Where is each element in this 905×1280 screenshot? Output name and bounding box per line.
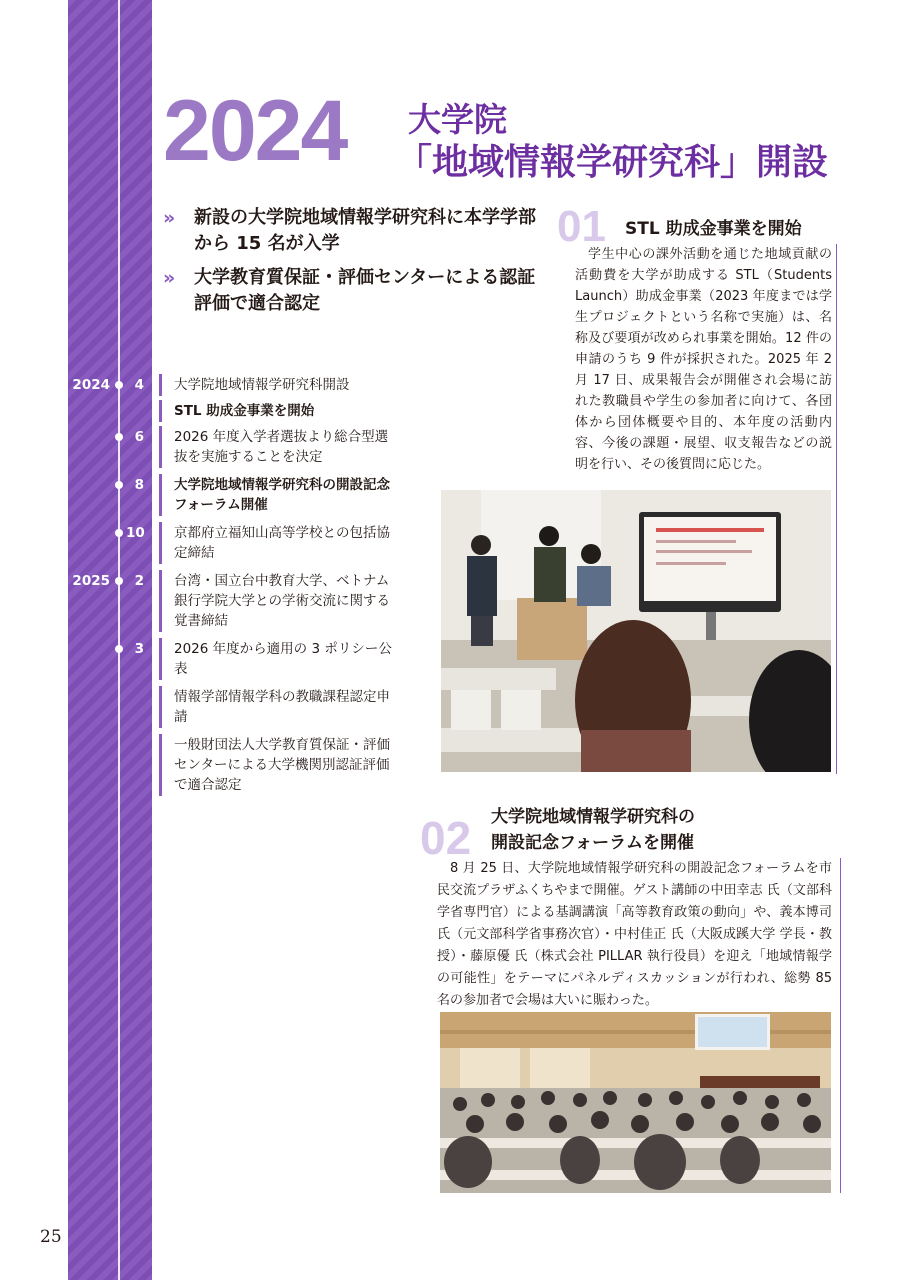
timeline-dot-icon (115, 577, 123, 585)
section1-number: 01 (557, 202, 606, 251)
timeline-month: 10 (126, 525, 145, 541)
timeline-text: 台湾・国立台中教育大学、ベトナム銀行学院大学との学術交流に関する覚書締結 (159, 570, 394, 632)
highlight-item (163, 205, 543, 257)
timeline-dot-icon (115, 481, 123, 489)
highlights-list (163, 205, 543, 325)
forum-photo (440, 1012, 831, 1193)
timeline-entry (60, 638, 400, 680)
timeline-text: 2026 年度から適用の 3 ポリシー公表 (159, 638, 394, 680)
timeline-dot-icon (115, 381, 123, 389)
timeline (60, 374, 400, 802)
timeline-month: 3 (134, 641, 144, 657)
heading-year: 2024 (163, 83, 347, 179)
timeline-text: STL 助成金事業を開始 (159, 400, 394, 422)
highlight-text: 新設の大学院地域情報学研究科に本学学部から 15 名が入学 (194, 207, 536, 254)
timeline-year: 2024 (72, 377, 110, 393)
timeline-entry (60, 400, 400, 426)
highlight-text: 大学教育質保証・評価センターによる認証評価で適合認定 (194, 267, 536, 314)
timeline-month: 4 (134, 377, 144, 393)
heading-title-line2: 「地域情報学研究科」開設 (396, 142, 829, 183)
timeline-dot-icon (115, 529, 123, 537)
timeline-entry (60, 474, 400, 516)
timeline-dot-icon (115, 645, 123, 653)
section1-title: STL 助成金事業を開始 (625, 219, 802, 239)
section2-body: 8 月 25 日、大学院地域情報学研究科の開設記念フォーラムを市民交流プラザふくちやまで開催。ゲスト講師の中田幸志 氏（文部科学省専門官）による基調講演「高等教育政策の動向」や、義本博司 氏（元文部科学省事務次官）・中村佳正 氏（大阪成蹊大学 学長・教授）・藤原優 氏（株式会社 PILLAR 執行役員）を迎え「地域情報学の可能性」をテーマにパネルディスカッションが行われ、総勢 85 名の参加者で会場は大いに賑わった。 (437, 858, 841, 1193)
timeline-text: 一般財団法人大学教育質保証・評価センターによる大学機関別認証評価で適合認定 (159, 734, 394, 796)
timeline-year: 2025 (72, 573, 110, 589)
heading-title-line1: 大学院 (408, 100, 507, 139)
timeline-dot-icon (115, 433, 123, 441)
page-number: 25 (40, 1227, 62, 1247)
timeline-month: 8 (134, 477, 144, 493)
section2-number: 02 (420, 812, 472, 864)
section1-body: 学生中心の課外活動を通じた地域貢献の活動費を大学が助成する STL（Students Launch）助成金事業（2023 年度までは学生プロジェクトという名称で実施）は、名称及び要項が改められ事業を開始。12 件の申請のうち 9 件が採択された。2025 年 2 月 17 日、成果報告会が開催され会場に訪れた教職員や学生の参加者に向けて、各団体から団体概要や目的、本年度の活動内容、今後の課題・展望、収支報告などの説明を行い、その後質問に応じた。 (575, 244, 837, 774)
timeline-month: 6 (134, 429, 144, 445)
section2-title-line1: 大学院地域情報学研究科の (491, 807, 695, 827)
timeline-entry (60, 522, 400, 564)
timeline-entry (60, 570, 400, 632)
timeline-entry (60, 374, 400, 400)
timeline-text: 大学院地域情報学研究科の開設記念フォーラム開催 (159, 474, 394, 516)
timeline-entry (60, 686, 400, 728)
timeline-text: 京都府立福知山高等学校との包括協定締結 (159, 522, 394, 564)
highlight-item (163, 265, 543, 317)
chevron-right-icon: » (163, 207, 176, 229)
section2-title-line2: 開設記念フォーラムを開催 (491, 833, 694, 853)
timeline-text: 2026 年度入学者選抜より総合型選抜を実施することを決定 (159, 426, 394, 468)
timeline-month: 2 (134, 573, 144, 589)
timeline-text: 情報学部情報学科の教職課程認定申請 (159, 686, 394, 728)
chevron-right-icon: » (163, 267, 176, 289)
timeline-entry (60, 734, 400, 796)
section2-title (491, 804, 695, 856)
timeline-text: 大学院地域情報学研究科開設 (159, 374, 394, 396)
timeline-entry (60, 426, 400, 468)
stl-report-photo (441, 490, 831, 772)
